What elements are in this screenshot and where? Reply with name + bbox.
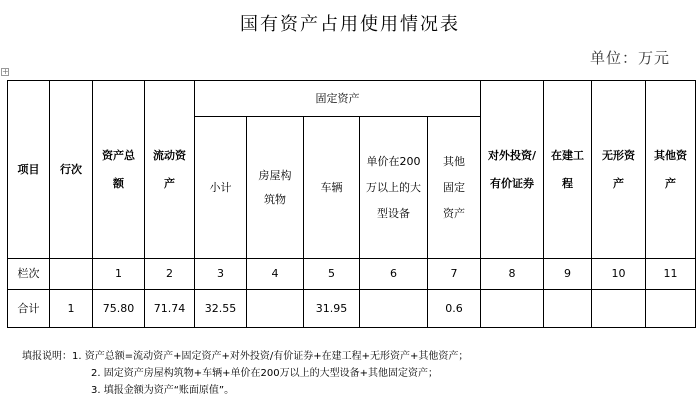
row-label: 栏次 xyxy=(8,259,50,290)
table-cell xyxy=(360,290,428,328)
table-cell: 10 xyxy=(592,259,646,290)
header-construction: 在建工程 xyxy=(544,81,592,259)
table-cell xyxy=(646,290,696,328)
asset-table xyxy=(7,80,696,328)
header-item: 项目 xyxy=(8,81,50,259)
filling-notes xyxy=(22,348,468,399)
table-cell: 75.80 xyxy=(93,290,145,328)
header-other-assets: 其他资产 xyxy=(646,81,696,259)
header-subtotal: 小计 xyxy=(195,117,247,259)
header-intangible: 无形资产 xyxy=(592,81,646,259)
table-cell: 4 xyxy=(247,259,304,290)
table-cell: 5 xyxy=(304,259,360,290)
table-cell xyxy=(481,290,544,328)
page-title: 国有资产占用使用情况表 xyxy=(240,14,460,35)
note-line: 3. 填报金额为资产“账面原值”。 xyxy=(91,385,235,396)
header-large-equipment: 单价在200万以上的大型设备 xyxy=(360,117,428,259)
table-cell: 71.74 xyxy=(145,290,195,328)
table-cell: 0.6 xyxy=(428,290,481,328)
table-row xyxy=(8,290,696,328)
table-cell: 2 xyxy=(145,259,195,290)
table-cell xyxy=(50,259,93,290)
note-line: 2. 固定资产房屋构筑物+车辆+单价在200万以上的大型设备+其他固定资产； xyxy=(91,368,438,379)
table-cell: 6 xyxy=(360,259,428,290)
header-fixed-assets: 固定资产 xyxy=(195,81,481,117)
table-cell: 1 xyxy=(50,290,93,328)
table-cell: 8 xyxy=(481,259,544,290)
table-cell: 9 xyxy=(544,259,592,290)
table-anchor-icon[interactable]: + xyxy=(2,67,9,76)
header-current-assets: 流动资产 xyxy=(145,81,195,259)
table-cell: 31.95 xyxy=(304,290,360,328)
header-buildings: 房屋构筑物 xyxy=(247,117,304,259)
notes-label: 填报说明： xyxy=(22,351,72,362)
table-cell: 1 xyxy=(93,259,145,290)
note-line: 1. 资产总额=流动资产+固定资产+对外投资/有价证券+在建工程+无形资产+其他资产； xyxy=(72,351,469,362)
unit-label: 单位：万元 xyxy=(589,49,670,67)
header-total-assets: 资产总额 xyxy=(93,81,145,259)
table-cell: 32.55 xyxy=(195,290,247,328)
table-cell: 7 xyxy=(428,259,481,290)
table-cell: 11 xyxy=(646,259,696,290)
header-row-no: 行次 xyxy=(50,81,93,259)
header-vehicles: 车辆 xyxy=(304,117,360,259)
header-investments: 对外投资/有价证券 xyxy=(481,81,544,259)
table-cell xyxy=(592,290,646,328)
table-row xyxy=(8,259,696,290)
table-cell: 3 xyxy=(195,259,247,290)
row-label: 合计 xyxy=(8,290,50,328)
header-other-fixed: 其他固定资产 xyxy=(428,117,481,259)
table-cell xyxy=(544,290,592,328)
table-cell xyxy=(247,290,304,328)
